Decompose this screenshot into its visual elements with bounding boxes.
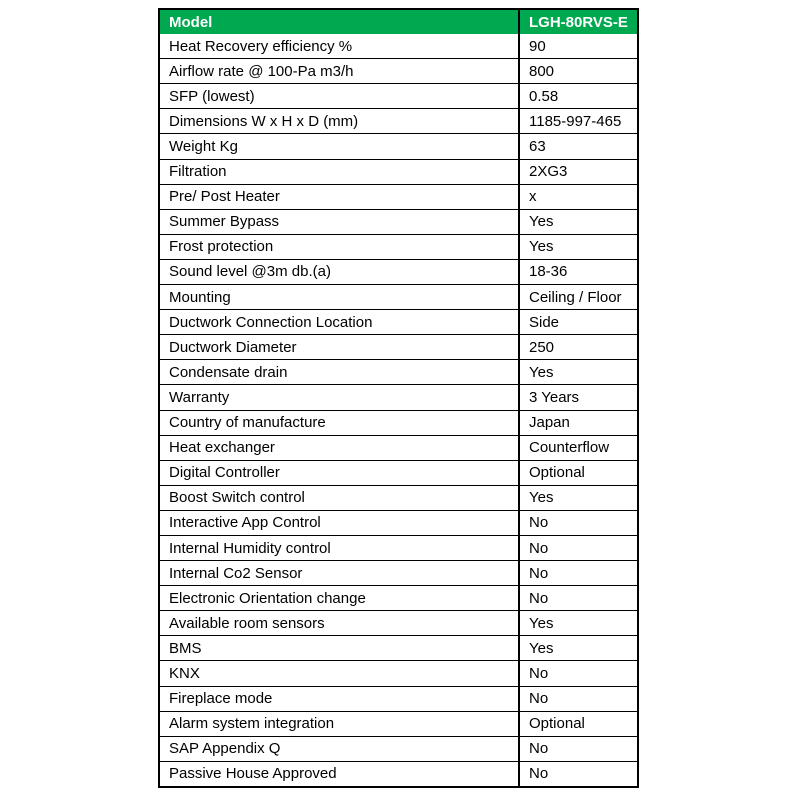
row-label: Interactive App Control (169, 514, 321, 532)
row-label: Airflow rate @ 100-Pa m3/h (169, 62, 354, 80)
row-value: Ceiling / Floor (518, 285, 637, 309)
row-value: Yes (518, 486, 637, 510)
row-label: Boost Switch control (169, 489, 305, 507)
row-label: Ductwork Connection Location (169, 313, 373, 331)
row-label: BMS (169, 639, 202, 657)
row-label: KNX (169, 664, 200, 682)
table-row (160, 359, 637, 384)
row-value: Yes (518, 235, 637, 259)
row-label: Alarm system integration (169, 715, 335, 733)
row-value: No (518, 737, 637, 761)
row-value: No (518, 561, 637, 585)
row-label: Digital Controller (169, 464, 280, 482)
row-value: Optional (518, 461, 637, 485)
table-row (160, 384, 637, 409)
row-label: Summer Bypass (169, 213, 280, 231)
row-value: 1185-997-465 (518, 109, 637, 133)
row-value: Yes (518, 360, 637, 384)
row-label: Frost protection (169, 238, 274, 256)
table-row (160, 686, 637, 711)
table-row (160, 284, 637, 309)
row-value: 63 (518, 134, 637, 158)
row-label: Passive House Approved (169, 765, 337, 783)
row-label: Heat exchanger (169, 439, 275, 457)
table-row (160, 234, 637, 259)
table-row (160, 460, 637, 485)
row-label: SAP Appendix Q (169, 740, 281, 758)
table-row (160, 410, 637, 435)
row-value: 90 (518, 34, 637, 58)
row-value: No (518, 687, 637, 711)
table-row (160, 309, 637, 334)
row-value: 3 Years (518, 385, 637, 409)
row-value: Japan (518, 411, 637, 435)
row-label: Weight Kg (169, 138, 238, 156)
table-row (160, 635, 637, 660)
table-row (160, 133, 637, 158)
row-label: Heat Recovery efficiency % (169, 37, 353, 55)
table-row (160, 660, 637, 685)
row-value: Side (518, 310, 637, 334)
row-value: Yes (518, 636, 637, 660)
row-label: Pre/ Post Heater (169, 188, 280, 206)
table-row (160, 334, 637, 359)
table-row (160, 510, 637, 535)
row-value: 2XG3 (518, 160, 637, 184)
row-label: Filtration (169, 163, 227, 181)
table-row (160, 485, 637, 510)
row-value: 800 (518, 59, 637, 83)
table-row (160, 184, 637, 209)
table-row (160, 34, 637, 58)
table-row (160, 108, 637, 133)
table-row (160, 259, 637, 284)
table-row (160, 535, 637, 560)
row-value: 250 (518, 335, 637, 359)
row-label: Available room sensors (169, 614, 325, 632)
table-row (160, 58, 637, 83)
table-row (160, 435, 637, 460)
table-row (160, 560, 637, 585)
row-value: Optional (518, 712, 637, 736)
row-label: Mounting (169, 288, 231, 306)
row-label: Internal Humidity control (169, 539, 331, 557)
row-label: Ductwork Diameter (169, 338, 297, 356)
row-label: Internal Co2 Sensor (169, 564, 303, 582)
row-value: No (518, 586, 637, 610)
table-row (160, 610, 637, 635)
table-row (160, 761, 637, 786)
row-label: Electronic Orientation change (169, 589, 366, 607)
row-value: Counterflow (518, 436, 637, 460)
row-value: No (518, 762, 637, 786)
row-label: Warranty (169, 388, 230, 406)
row-label: Country of manufacture (169, 414, 326, 432)
row-value: x (518, 185, 637, 209)
spec-table (158, 8, 639, 788)
row-value: No (518, 511, 637, 535)
table-row (160, 736, 637, 761)
table-row (160, 585, 637, 610)
row-value: No (518, 661, 637, 685)
table-row (160, 159, 637, 184)
table-row (160, 209, 637, 234)
table-row (160, 83, 637, 108)
table-header-row (160, 10, 637, 34)
row-label: Condensate drain (169, 363, 288, 381)
row-value: 0.58 (518, 84, 637, 108)
row-value: No (518, 536, 637, 560)
row-value: Yes (518, 210, 637, 234)
table-row (160, 711, 637, 736)
row-value: Yes (518, 611, 637, 635)
row-label: Fireplace mode (169, 690, 273, 708)
header-model-label: Model (169, 13, 213, 31)
row-label: SFP (lowest) (169, 87, 255, 105)
header-model-value: LGH-80RVS-E (518, 10, 637, 34)
row-label: Dimensions W x H x D (mm) (169, 112, 359, 130)
row-value: 18-36 (518, 260, 637, 284)
row-label: Sound level @3m db.(a) (169, 263, 331, 281)
